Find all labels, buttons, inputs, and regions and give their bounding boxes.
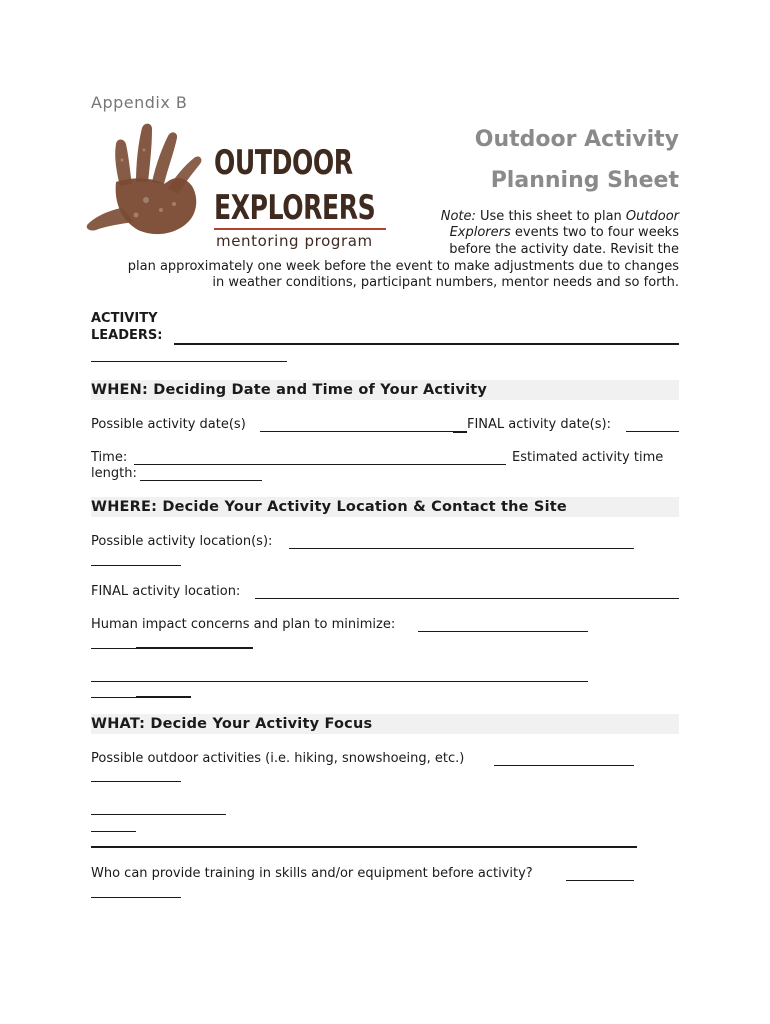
possible-dates-field[interactable] xyxy=(260,431,465,432)
note-label: Note: xyxy=(440,209,476,224)
logo-word-explorers: EXPLORERS xyxy=(214,188,376,228)
logo-divider xyxy=(214,228,386,230)
outdoor-explorers-logo xyxy=(86,120,396,255)
impact-field-cont-5 xyxy=(136,696,191,698)
note-line-5: in weather conditions, participant numbers, mentor needs and so forth. xyxy=(212,275,679,290)
estimated-time-label: Estimated activity time xyxy=(512,450,664,465)
length-field[interactable] xyxy=(140,480,262,481)
note-line-1: Note: Use this sheet to plan Outdoor xyxy=(440,209,679,224)
possible-dates-field-end xyxy=(453,431,467,433)
time-field[interactable] xyxy=(134,464,506,465)
time-label: Time: xyxy=(91,450,128,465)
activity-leaders-field[interactable] xyxy=(174,343,679,345)
possible-locations-label: Possible activity location(s): xyxy=(91,534,273,549)
training-field-cont[interactable] xyxy=(91,897,181,898)
when-heading: WHEN: Deciding Date and Time of Your Activity xyxy=(91,382,488,398)
logo-tagline: mentoring program xyxy=(216,232,373,250)
final-dates-label: FINAL activity date(s): xyxy=(467,417,611,432)
handprint-icon xyxy=(86,120,216,255)
impact-field-cont-1[interactable] xyxy=(91,648,136,649)
page-title-line2: Planning Sheet xyxy=(490,168,679,193)
note-line-3: before the activity date. Revisit the xyxy=(449,242,679,257)
impact-field-cont-4[interactable] xyxy=(91,697,136,698)
what-heading: WHAT: Decide Your Activity Focus xyxy=(91,716,373,732)
length-label: length: xyxy=(91,466,137,481)
possible-activities-field-cont-1[interactable] xyxy=(91,781,181,782)
impact-field-cont-3[interactable] xyxy=(91,681,588,682)
final-dates-field[interactable] xyxy=(626,431,679,432)
possible-activities-label: Possible outdoor activities (i.e. hiking, snowshoeing, etc.) xyxy=(91,751,465,766)
possible-activities-field-cont-3[interactable] xyxy=(91,831,136,832)
activity-leaders-field-cont[interactable] xyxy=(91,361,287,362)
possible-activities-field-cont-2[interactable] xyxy=(91,814,226,815)
appendix-label: Appendix B xyxy=(91,93,188,112)
impact-label: Human impact concerns and plan to minimize: xyxy=(91,617,396,632)
possible-locations-field-cont[interactable] xyxy=(91,565,181,566)
final-location-field[interactable] xyxy=(255,598,679,599)
final-location-label: FINAL activity location: xyxy=(91,584,241,599)
impact-field-cont-2 xyxy=(136,647,253,649)
possible-activities-field-cont-4[interactable] xyxy=(91,846,637,848)
possible-locations-field[interactable] xyxy=(289,548,634,549)
where-heading: WHERE: Decide Your Activity Location & Contact the Site xyxy=(91,499,567,515)
impact-field[interactable] xyxy=(418,631,588,632)
possible-activities-field[interactable] xyxy=(494,765,634,766)
page-title-line1: Outdoor Activity xyxy=(474,127,679,152)
note-line-2: Explorers events two to four weeks xyxy=(449,225,679,240)
possible-dates-label: Possible activity date(s) xyxy=(91,417,246,432)
training-label: Who can provide training in skills and/or equipment before activity? xyxy=(91,866,533,881)
note-line-4: plan approximately one week before the event to make adjustments due to changes xyxy=(127,259,679,274)
logo-word-outdoor: OUTDOOR xyxy=(214,143,353,183)
activity-leaders-label: ACTIVITY LEADERS: xyxy=(91,311,163,343)
training-field[interactable] xyxy=(566,880,634,881)
